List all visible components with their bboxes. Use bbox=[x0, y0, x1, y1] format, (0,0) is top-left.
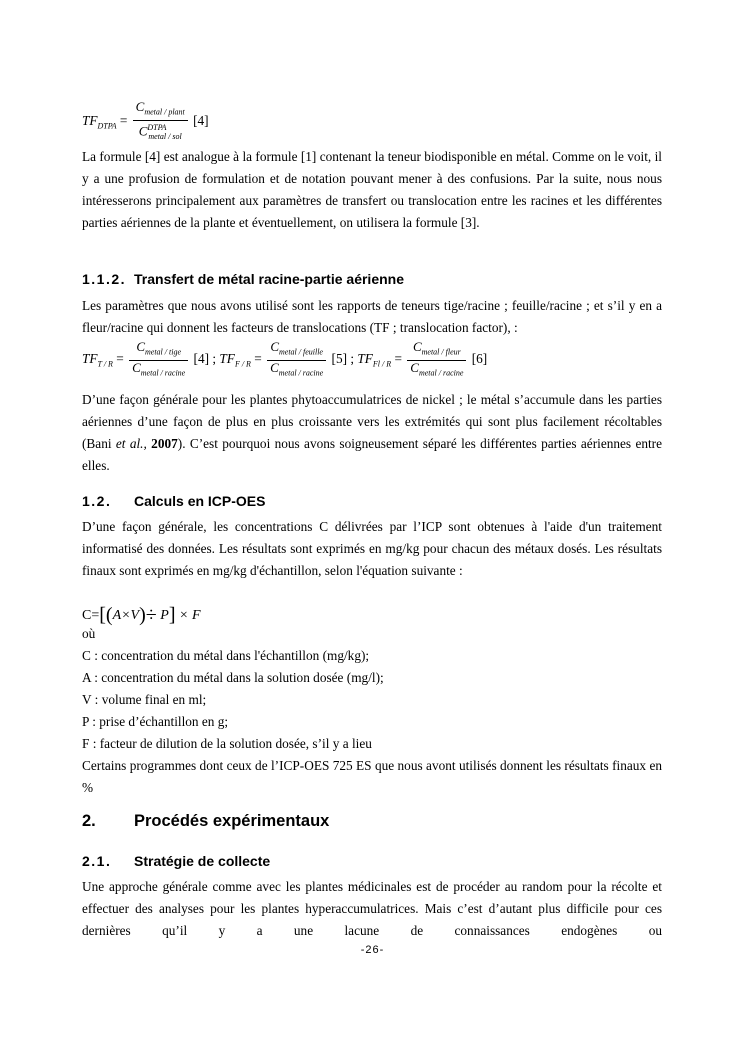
paragraph-concentrations: D’une façon générale, les concentrations C délivrées par l’ICP sont obtenues à l'aide d'un traitement informatisé des données. Les résultats sont exprimés en mg/kg pour chacun des métaux dosés. Les résultats finaux sont exprimés en mg/kg d'échantillon, selon l'équation suivante : bbox=[82, 519, 662, 578]
equation-tf-tr: $TF_{T / R}$ = $\frac{C_{metal / tige}}{C_{metal / racine}}$ [4] ; bbox=[82, 339, 217, 378]
heading-2: 2. Procédés expérimentaux bbox=[82, 812, 330, 830]
paragraph-programmes: Certains programmes dont ceux de l’ICP-OES 725 ES que nous avont utilisés donnent les résultats finaux en % bbox=[82, 758, 662, 795]
paragraph-phytoaccumulatrices: D’une façon générale pour les plantes phytoaccumulatrices de nickel ; le métal s’accumule dans les parties aériennes d’une façon de plus en plus croissante vers les extrémités qui sont plus facilement récoltables (Bani et al., 2007). C’est pourquoi nous avons soigneusement séparé les différentes parties aériennes entre elles. bbox=[82, 392, 663, 473]
definition-f: F : facteur de dilution de la solution dosée, s’il y a lieu bbox=[82, 736, 372, 751]
paragraph-parametres: Les paramètres que nous avons utilisé sont les rapports de teneurs tige/racine ; feuille/racine ; et s’il y en a fleur/racine qui donnent les facteurs de translocations (TF ; translocation factor), : bbox=[82, 298, 662, 335]
definition-p: P : prise d’échantillon en g; bbox=[82, 714, 229, 729]
definitions-list bbox=[82, 645, 662, 755]
definition-v: V : volume final en ml; bbox=[82, 692, 207, 707]
heading-1-1-2: 1.1.2. Transfert de métal racine-partie aérienne bbox=[82, 271, 404, 287]
paragraph-formule: La formule [4] est analogue à la formule [1] contenant la teneur biodisponible en métal. Comme on le voit, il y a une profusion de formulation et de notation pouvant mener à des confusions. Par la suite, nous nous intéresserons principalement aux paramètres de transfert ou translocation entre les racines et les différentes parties aériennes de la plante et éventuellement, on utilisera la formule [3]. bbox=[82, 149, 662, 230]
label-ou: où bbox=[82, 626, 96, 641]
equation-tf-dtpa: $TF_{DTPA}$ = $\frac{C_{metal / plant}}{C^{DTPA}_{metal / sol}}$ [4] bbox=[82, 99, 209, 141]
heading-2-1: 2.1. Stratégie de collecte bbox=[82, 853, 271, 869]
paragraph-approche: Une approche générale comme avec les plantes médicinales est de procéder au random pour la récolte et effectuer des analyses pour les plantes hyperaccumulatrices. Mais c’est d’autant plus difficile pour ces dernières qu’il y a une lacune de connaissances endogènes ou bbox=[82, 879, 662, 938]
definition-a: A : concentration du métal dans la solution dosée (mg/l); bbox=[82, 670, 384, 685]
heading-1-2: 1.2. Calculs en ICP-OES bbox=[82, 493, 266, 509]
equation-tf-fr: $TF_{F / R}$ = $\frac{C_{metal / feuille}}{C_{metal / racine}}$ [5] ; bbox=[219, 339, 355, 378]
equation-tf-flr: $TF_{Fl / R}$ = $\frac{C_{metal / fleur}}{C_{metal / racine}}$ [6] bbox=[357, 339, 488, 378]
definition-c: C : concentration du métal dans l'échantillon (mg/kg); bbox=[82, 648, 370, 663]
page-number: -26- bbox=[360, 944, 385, 956]
equations-translocation bbox=[82, 340, 662, 380]
formula-concentration: C=[(A×V)÷ P] × F bbox=[82, 604, 201, 626]
